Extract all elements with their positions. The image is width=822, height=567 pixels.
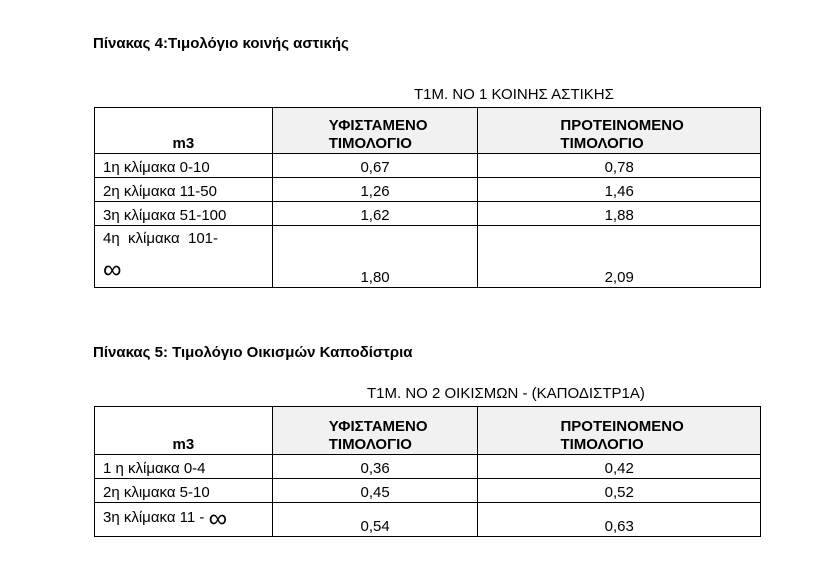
existing-value: 0,36: [272, 455, 478, 479]
table-row: [95, 178, 761, 202]
table5-title: Πίνακας 5: Τιμολόγιο Οικισμών Καποδίστρια: [93, 344, 413, 361]
row-label: 1η κλίμακα 0-10: [95, 154, 273, 178]
existing-value: 1,26: [272, 178, 478, 202]
proposed-value: 2,09: [478, 226, 761, 288]
table5-header-row: [95, 407, 761, 455]
existing-value: 0,45: [272, 479, 478, 503]
row-label: 2η κλίμακα 11-50: [95, 178, 273, 202]
existing-value: 1,80: [272, 226, 478, 288]
table-row: [95, 226, 761, 288]
infinity-symbol: ∞: [208, 503, 228, 534]
table4-col-existing: ΥΦΙΣΤΑΜΕΝΟ ΤΙΜΟΛΟΓΙΟ: [272, 108, 478, 154]
proposed-value: 0,78: [478, 154, 761, 178]
proposed-value: 0,52: [478, 479, 761, 503]
table4-caption: Τ1Μ. ΝΟ 1 ΚΟΙΝΗΣ ΑΣΤΙΚΗΣ: [414, 86, 614, 103]
existing-value: 1,62: [272, 202, 478, 226]
table5-col-unit: m3: [95, 407, 273, 455]
row-label: 2η κλιμακα 5-10: [95, 479, 273, 503]
table-row: [95, 503, 761, 537]
table4-title: Πίνακας 4:Τιμολόγιο κοινής αστικής: [93, 35, 349, 52]
table-row: [95, 154, 761, 178]
table4-col-proposed: ΠΡΟΤΕΙΝΟΜΕΝΟ ΤΙΜΟΛΟΓΙΟ: [478, 108, 761, 154]
row-label: 4η κλίμακα 101- ∞: [95, 226, 273, 288]
row-label: 3η κλίμακα 51-100: [95, 202, 273, 226]
existing-value: 0,54: [272, 503, 478, 537]
existing-value: 0,67: [272, 154, 478, 178]
row-label: 1 η κλίμακα 0-4: [95, 455, 273, 479]
table5-caption: Τ1Μ. ΝΟ 2 ΟΙΚΙΣΜΩΝ - (ΚΑΠΟΔΙΣΤΡ1Α): [367, 385, 645, 402]
proposed-value: 0,63: [478, 503, 761, 537]
table4-col-unit: m3: [95, 108, 273, 154]
table5-col-proposed: ΠΡΟΤΕΙΝΟΜΕΝΟ ΤΙΜΟΛΟΓΙΟ: [478, 407, 761, 455]
infinity-symbol: ∞: [103, 254, 122, 284]
proposed-value: 0,42: [478, 455, 761, 479]
table5-col-existing: ΥΦΙΣΤΑΜΕΝΟ ΤΙΜΟΛΟΓΙΟ: [272, 407, 478, 455]
table4: [94, 107, 761, 288]
table-row: [95, 202, 761, 226]
proposed-value: 1,88: [478, 202, 761, 226]
table-row: [95, 455, 761, 479]
table4-header-row: [95, 108, 761, 154]
table-row: [95, 479, 761, 503]
proposed-value: 1,46: [478, 178, 761, 202]
table5: [94, 406, 761, 537]
row-label: 3η κλίμακα 11 - ∞: [95, 503, 273, 537]
